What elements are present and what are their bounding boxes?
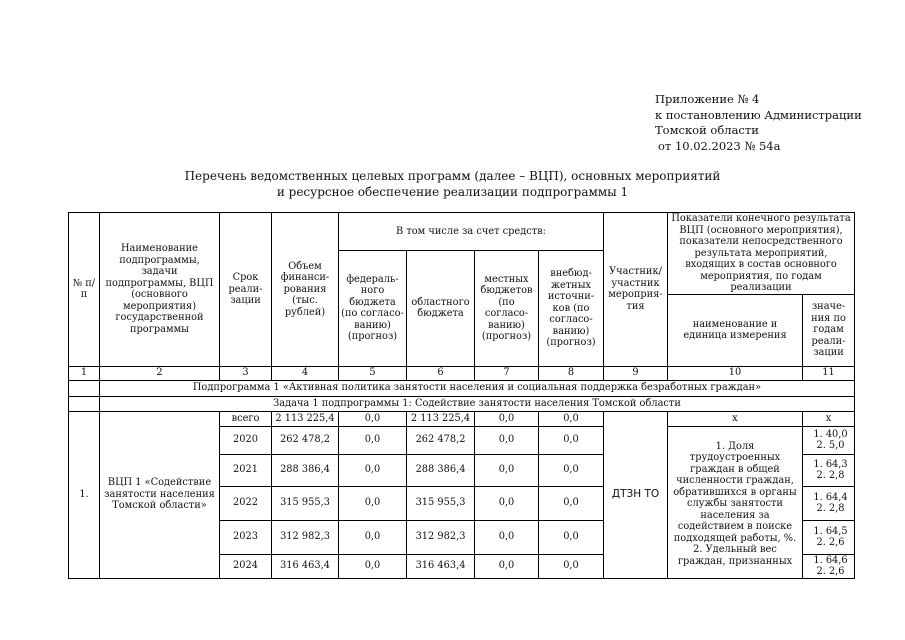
federal-cell: 0,0 bbox=[339, 554, 407, 578]
column-number: 3 bbox=[220, 366, 272, 380]
appendix-line: к постановлению Администрации bbox=[655, 107, 862, 122]
header-local: местных бюджетов (по согласо-ванию) (прогноз) bbox=[475, 251, 539, 367]
extra-cell: 0,0 bbox=[539, 454, 604, 486]
regional-cell: 316 463,4 bbox=[407, 554, 475, 578]
indicator-x-cell: х bbox=[668, 411, 803, 426]
local-cell: 0,0 bbox=[475, 411, 539, 426]
local-cell: 0,0 bbox=[475, 486, 539, 520]
value-cell: х bbox=[803, 411, 855, 426]
value-cell: 1. 40,0 2. 5,0 bbox=[803, 426, 855, 454]
column-number: 6 bbox=[407, 366, 475, 380]
volume-cell: 315 955,3 bbox=[272, 486, 339, 520]
column-number: 9 bbox=[604, 366, 668, 380]
regional-cell: 288 386,4 bbox=[407, 454, 475, 486]
federal-cell: 0,0 bbox=[339, 454, 407, 486]
local-cell: 0,0 bbox=[475, 454, 539, 486]
vcp-name: ВЦП 1 «Содействие занятости населения Томской области» bbox=[100, 411, 220, 578]
header-volume: Объем финанси-рования (тыс. рублей) bbox=[272, 213, 339, 367]
subprogram-title: Подпрограмма 1 «Активная политика занятости населения и социальная поддержка безработных граждан» bbox=[100, 380, 855, 396]
header-indicators: Показатели конечного результата ВЦП (основного мероприятия), показатели непосредственного результата мероприятий, входящих в состав основного мероприятия, по годам реализации bbox=[668, 213, 855, 295]
year-cell: 2020 bbox=[220, 426, 272, 454]
federal-cell: 0,0 bbox=[339, 426, 407, 454]
column-number: 11 bbox=[803, 366, 855, 380]
extra-cell: 0,0 bbox=[539, 486, 604, 520]
year-cell: 2024 bbox=[220, 554, 272, 578]
table-row bbox=[69, 411, 855, 426]
year-cell: 2023 bbox=[220, 520, 272, 554]
indicator-description: 1. Доля трудоустроенных граждан в общей численности граждан, обратившихся в органы службы занятости населения за содействием в поиске подходящей работы, %. 2. Удельный вес граждан, признанных bbox=[668, 426, 803, 578]
regional-cell: 262 478,2 bbox=[407, 426, 475, 454]
empty-cell bbox=[69, 380, 100, 396]
header-term: Срок реали-зации bbox=[220, 213, 272, 367]
column-number: 5 bbox=[339, 366, 407, 380]
value-cell: 1. 64,6 2. 2,6 bbox=[803, 554, 855, 578]
volume-cell: 288 386,4 bbox=[272, 454, 339, 486]
document-title bbox=[0, 168, 905, 200]
value-cell: 1. 64,4 2. 2,8 bbox=[803, 486, 855, 520]
appendix-line: Приложение № 4 bbox=[655, 92, 760, 106]
extra-cell: 0,0 bbox=[539, 426, 604, 454]
header-including: В том числе за счет средств: bbox=[339, 213, 604, 251]
header-indicator-value: значе-ния по годам реали-зации bbox=[803, 294, 855, 366]
appendix-line: Томской области bbox=[655, 123, 759, 137]
volume-cell: 262 478,2 bbox=[272, 426, 339, 454]
local-cell: 0,0 bbox=[475, 426, 539, 454]
header-regional: областного бюджета bbox=[407, 251, 475, 367]
participant-cell: ДТЗН ТО bbox=[604, 411, 668, 578]
value-cell: 1. 64,3 2. 2,8 bbox=[803, 454, 855, 486]
extra-cell: 0,0 bbox=[539, 554, 604, 578]
header-indicator-name: наименование и единица измерения bbox=[668, 294, 803, 366]
local-cell: 0,0 bbox=[475, 554, 539, 578]
local-cell: 0,0 bbox=[475, 520, 539, 554]
title-line: и ресурсное обеспечение реализации подпрограммы 1 bbox=[276, 185, 629, 199]
year-cell: 2022 bbox=[220, 486, 272, 520]
value-cell: 1. 64,5 2. 2,6 bbox=[803, 520, 855, 554]
year-cell: всего bbox=[220, 411, 272, 426]
column-number: 4 bbox=[272, 366, 339, 380]
column-number: 1 bbox=[69, 366, 100, 380]
volume-cell: 2 113 225,4 bbox=[272, 411, 339, 426]
column-number: 8 bbox=[539, 366, 604, 380]
federal-cell: 0,0 bbox=[339, 486, 407, 520]
regional-cell: 315 955,3 bbox=[407, 486, 475, 520]
column-number: 2 bbox=[100, 366, 220, 380]
header-extra: внебюд-жетных источни-ков (по согласо-ванию) (прогноз) bbox=[539, 251, 604, 367]
task-title: Задача 1 подпрограммы 1: Содействие занятости населения Томской области bbox=[100, 396, 855, 411]
appendix-block bbox=[655, 92, 862, 154]
extra-cell: 0,0 bbox=[539, 520, 604, 554]
header-name: Наименование подпрограммы, задачи подпрограммы, ВЦП (основного мероприятия) государственной программы bbox=[100, 213, 220, 367]
program-table bbox=[68, 212, 855, 579]
column-number: 7 bbox=[475, 366, 539, 380]
empty-cell bbox=[69, 396, 100, 411]
volume-cell: 316 463,4 bbox=[272, 554, 339, 578]
appendix-line: от 10.02.2023 № 54а bbox=[658, 138, 781, 153]
federal-cell: 0,0 bbox=[339, 520, 407, 554]
regional-cell: 2 113 225,4 bbox=[407, 411, 475, 426]
vcp-number: 1. bbox=[69, 411, 100, 578]
title-line: Перечень ведомственных целевых программ (далее – ВЦП), основных мероприятий bbox=[184, 169, 721, 183]
header-federal: федераль-ного бюджета (по согласо-ванию) (прогноз) bbox=[339, 251, 407, 367]
header-participant: Участник/ участник мероприя-тия bbox=[604, 213, 668, 367]
regional-cell: 312 982,3 bbox=[407, 520, 475, 554]
federal-cell: 0,0 bbox=[339, 411, 407, 426]
extra-cell: 0,0 bbox=[539, 411, 604, 426]
year-cell: 2021 bbox=[220, 454, 272, 486]
column-number: 10 bbox=[668, 366, 803, 380]
volume-cell: 312 982,3 bbox=[272, 520, 339, 554]
header-num: № п/п bbox=[69, 213, 100, 367]
